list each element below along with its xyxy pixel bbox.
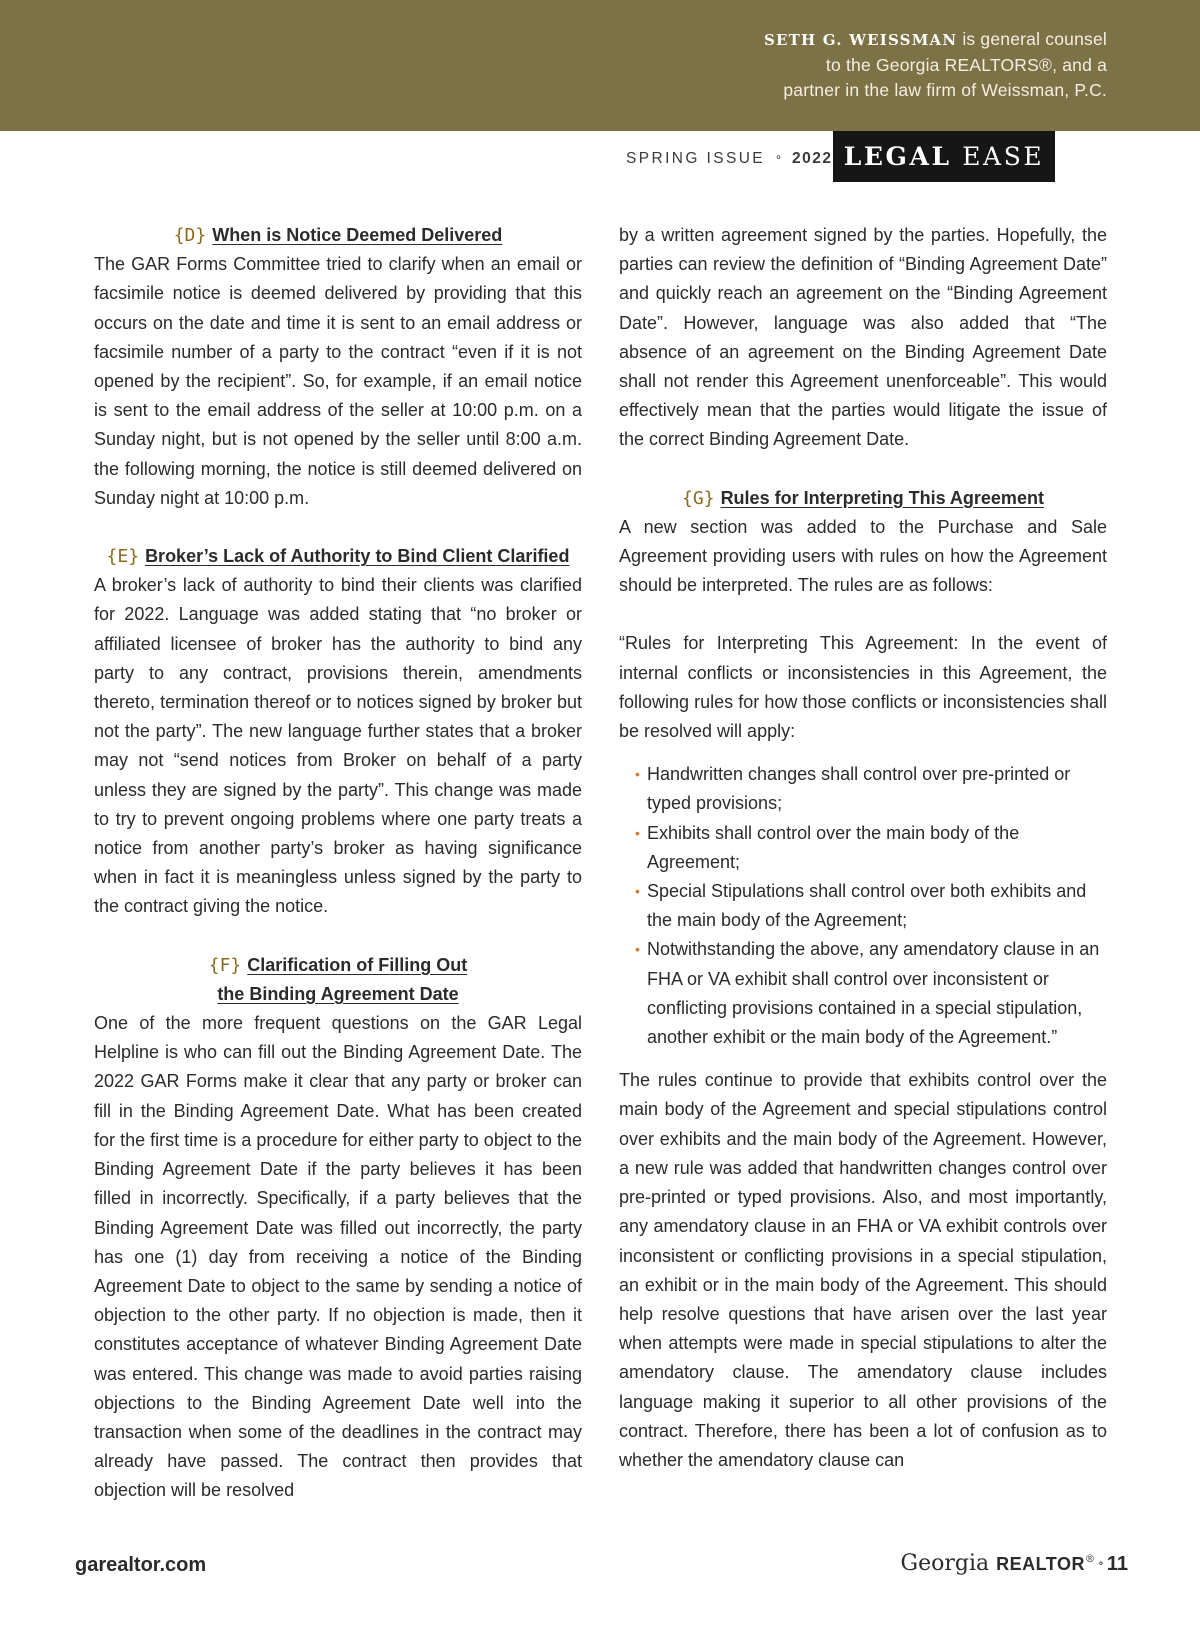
- magazine-realtor: REALTOR: [996, 1554, 1085, 1574]
- section-g-title: Rules for Interpreting This Agreement: [720, 487, 1044, 508]
- section-f-title-line1: Clarification of Filling Out: [247, 954, 468, 975]
- right-column: [619, 221, 1107, 1475]
- section-d-heading: [94, 221, 582, 250]
- section-e-body: A broker’s lack of authority to bind their clients was clarified for 2022. Language was added stating that “no broker or affiliated licensee of broker has the authority to bind any party to any contract, provisions therein, amendments thereto, termination thereof or to notices signed by broker but not the party”. The new language further states that a broker may not “send notices from Broker on behalf of a party unless they are signed by the party”. This change was made to try to prevent ongoing problems where one party treats a notice from another party’s broker as having significance when in fact it is meaningless unless signed by the party to the contract giving the notice.: [94, 575, 582, 917]
- section-g-intro: A new section was added to the Purchase and Sale Agreement providing users with rules on how the Agreement should be interpreted. The rules are as follows:: [619, 516, 1107, 596]
- author-bio-line2: to the Georgia REALTORS®, and a: [825, 55, 1107, 75]
- section-f-title-line2: the Binding Agreement Date: [217, 983, 459, 1004]
- section-d-body: The GAR Forms Committee tried to clarify when an email or facsimile notice is deemed delivered by providing that this occurs on the date and time it is sent to an email address or facsimile number of a party to the contract “even if it is not opened by the recipient”. So, for example, if an email notice is sent to the email address of the seller at 10:00 p.m. on a Sunday night, but is not opened by the seller until 8:00 a.m. the following morning, the notice is still deemed delivered on Sunday night at 10:00 p.m.: [94, 254, 582, 508]
- section-g-letter: {G}: [682, 487, 715, 509]
- section-g-quote-intro: “Rules for Interpreting This Agreement: In the event of internal conflicts or inconsistencies in this Agreement, the following rules for how those conflicts or inconsistencies shall be resolved will apply:: [619, 633, 1107, 742]
- rules-list: [619, 760, 1107, 1052]
- author-bio-line1: is general counsel: [957, 29, 1107, 49]
- page-number: 11: [1106, 1553, 1128, 1575]
- left-column: [94, 221, 582, 1506]
- footer-site-link[interactable]: garealtor.com: [75, 1554, 207, 1576]
- section-label-light: EASE: [962, 142, 1045, 171]
- rule-item: • Handwritten changes shall control over pre-printed or typed provisions;: [647, 760, 1107, 818]
- section-f-letter: {F}: [208, 954, 242, 976]
- footer-separator: ∘: [1097, 1556, 1104, 1570]
- section-d-letter: {D}: [173, 225, 207, 246]
- section-f-continuation: by a written agreement signed by the parties. Hopefully, the parties can review the definition of “Binding Agreement Date” and quickly reach an agreement on the “Binding Agreement Date”. However, language was also added that “The absence of an agreement on the Binding Agreement Date shall not render this Agreement unenforceable”. This would effectively mean that the parties would litigate the issue of the correct Binding Agreement Date.: [619, 225, 1107, 450]
- author-name: SETH G. WEISSMAN: [763, 31, 958, 49]
- section-label: [833, 131, 1055, 182]
- issue-label: [626, 150, 833, 168]
- section-f-body: One of the more frequent questions on the GAR Legal Helpline is who can fill out the Binding Agreement Date. The 2022 GAR Forms make it clear that any party or broker can fill in the Binding Agreement Date. What has been created for the first time is a procedure for either party to object to the Binding Agreement Date if the party believes it has been filled in incorrectly. Specifically, if a party believes that the Binding Agreement Date was filled out incorrectly, the party has one (1) day from receiving a notice of the Binding Agreement Date to object to the same by sending a notice of objection to the other party. If no objection is made, then it constitutes acceptance of whatever Binding Agreement Date was entered. This change was made to avoid parties raising objections to the Binding Agreement Date well into the transaction when some of the deadlines in the contract may already have passed. The contract then provides that objection will be resolved: [94, 1013, 582, 1501]
- section-f-heading: [94, 951, 582, 1009]
- author-bio-line3: partner in the law firm of Weissman, P.C.: [783, 80, 1107, 100]
- footer-magazine: [901, 1551, 1128, 1576]
- section-d-title: When is Notice Deemed Delivered: [212, 225, 503, 245]
- section-e-letter: {E}: [106, 546, 140, 568]
- issue-year: 2022: [792, 150, 833, 167]
- section-e-heading: [94, 542, 582, 571]
- rule-item: • Notwithstanding the above, any amendatory clause in an FHA or VA exhibit shall control over inconsistent or conflicting provisions contained in a special stipulation, another exhibit or the main body of the Agreement.”: [647, 935, 1107, 1052]
- section-g-heading: [619, 484, 1107, 513]
- magazine-name: Georgia: [900, 1551, 990, 1576]
- section-label-bold: LEGAL: [843, 142, 952, 171]
- registered-mark: ®: [1084, 1554, 1095, 1565]
- issue-separator: ∘: [774, 150, 783, 164]
- rule-item: • Exhibits shall control over the main body of the Agreement;: [647, 819, 1107, 877]
- section-g-closing: The rules continue to provide that exhibits control over the main body of the Agreement and special stipulations control over exhibits and the main body of the Agreement. However, a new rule was added that handwritten changes control over pre-printed or typed provisions. Also, and most importantly, any amendatory clause in an FHA or VA exhibit controls over inconsistent or conflicting provisions in a special stipulation, an exhibit or in the main body of the Agreement. This should help resolve questions that have arisen over the last year when attempts were made in special stipulations to alter the amendatory clause. The amendatory clause includes language making it superior to all other provisions of the contract. Therefore, there has been a lot of confusion as to whether the amendatory clause can: [619, 1070, 1107, 1470]
- rule-item: • Special Stipulations shall control over both exhibits and the main body of the Agreement;: [647, 877, 1107, 935]
- author-bio: [687, 27, 1107, 103]
- section-e-title: Broker’s Lack of Authority to Bind Client Clarified: [145, 546, 570, 567]
- issue-season: SPRING ISSUE: [626, 150, 766, 167]
